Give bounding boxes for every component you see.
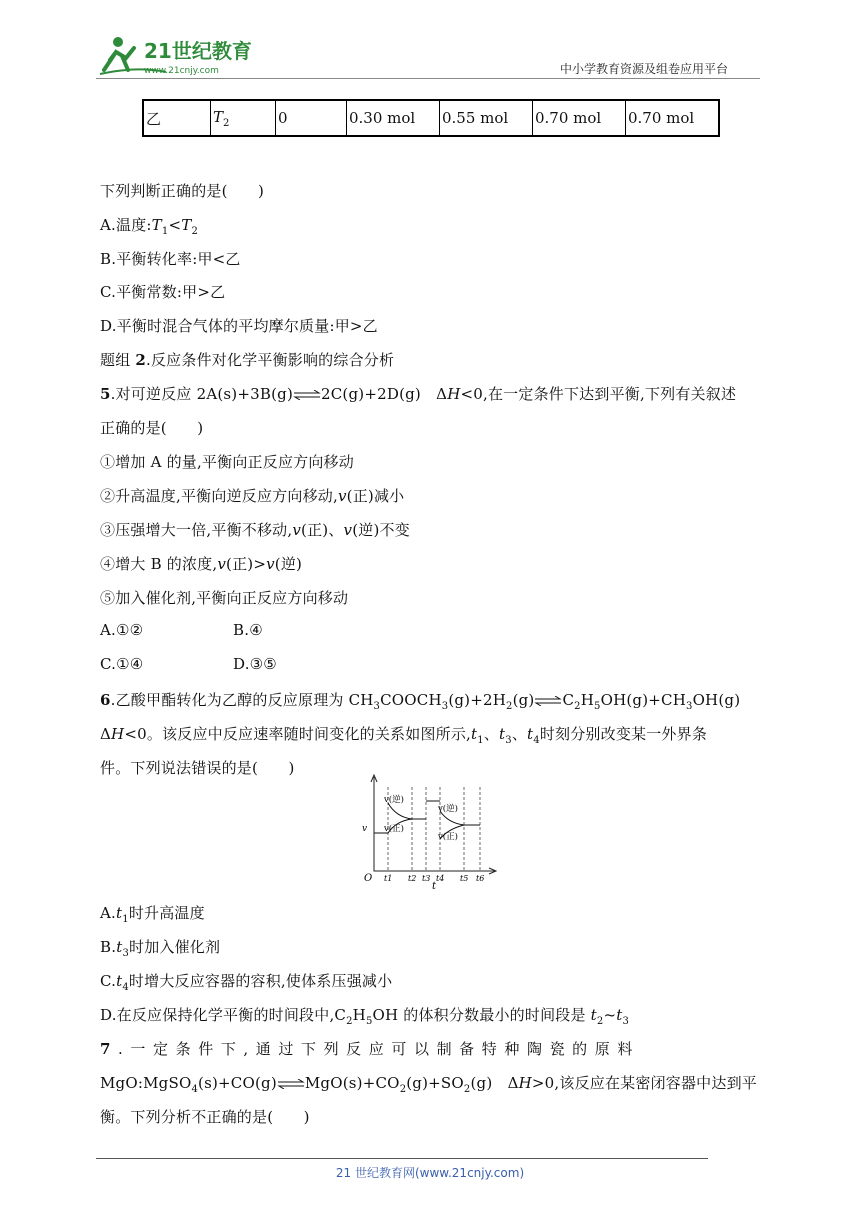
table-cell: 0: [276, 100, 347, 136]
statement-4: ④增大 B 的浓度,v(正)>v(逆): [100, 555, 303, 573]
tick-label: t3: [422, 874, 431, 883]
equilibrium-arrow-icon: [293, 390, 321, 400]
option-c: C.①④: [100, 655, 144, 673]
footer-link[interactable]: 21 世纪教育网(www.21cnjy.com): [335, 1166, 525, 1180]
option-c: $C.t_4$时增大反应容器的容积,使体系压强减小: [100, 972, 393, 993]
option-a: A.温度$:T_1<T_2$: [100, 216, 198, 237]
equilibrium-arrow-icon: [534, 696, 562, 706]
table-cell: 0.30 mol: [347, 100, 440, 136]
option-d: D.③⑤: [233, 655, 277, 673]
section-heading: 题组 2.反应条件对化学平衡影响的综合分析: [100, 351, 395, 369]
statement-2: ②升高温度,平衡向逆反应方向移动,v(正)减小: [100, 487, 405, 505]
logo-text: 21世纪教育: [144, 39, 252, 63]
y-axis-label: v: [362, 824, 368, 834]
tick-label: t2: [408, 874, 417, 883]
rate-time-graph: [358, 773, 502, 891]
question-prompt: 下列判断正确的是( ): [100, 182, 265, 200]
x-axis-label: t: [432, 881, 437, 891]
tick-label: t6: [476, 874, 485, 883]
table-cell: 0.55 mol: [440, 100, 533, 136]
logo-url: www.21cnjy.com: [144, 66, 219, 76]
statement-5: ⑤加入催化剂,平衡向正反应方向移动: [100, 589, 349, 607]
table-cell: 0.70 mol: [533, 100, 626, 136]
question-6-line-2: ΔH<0。该反应中反应速率随时间变化的关系如图所示$,t_1$、$t_3$、$t_4$时刻分别改变某一外界条: [100, 725, 708, 746]
header-divider: [96, 78, 760, 79]
tick-label: t5: [460, 874, 469, 883]
series-label: v(正): [438, 832, 458, 842]
question-7-line-2: MgO:MgSO$_4$(s)+CO(g) $MgO(s)+CO_2(g)+SO_2(g)$ ΔH>0,该反应在某密闭容器中达到平: [100, 1074, 757, 1095]
question-6-line-1: 6.乙酸甲酯转化为乙醇的反应原理为 $CH_3COOCH_3(g)+2H_2(g)$ $C_2H_5OH(g)+CH_3OH(g)$: [100, 691, 741, 712]
origin-label: O: [364, 873, 373, 884]
series-label: v(正): [384, 824, 404, 834]
data-table: [142, 99, 720, 137]
option-c: C.平衡常数:甲>乙: [100, 283, 226, 301]
footer-divider: [96, 1158, 708, 1159]
question-5-line-2: 正确的是( ): [100, 419, 204, 437]
equilibrium-arrow-icon: [277, 1079, 305, 1089]
option-d: D.在反应保持化学平衡的时间段中$,C_2H_5OH$ 的体积分数最小的时间段是 $t_2\sim t_3$: [100, 1006, 630, 1027]
option-a: $A.t_1$时升高温度: [100, 904, 205, 925]
header-platform-text: 中小学教育资源及组卷应用平台: [560, 62, 729, 76]
option-b: B.平衡转化率:甲<乙: [100, 250, 241, 268]
question-5-line-1: 5.对可逆反应 2A(s)+3B(g) 2C(g)+2D(g) ΔH<0,在一定条件下达到平衡,下列有关叙述: [100, 385, 737, 403]
question-6-line-3: 件。下列说法错误的是( ): [100, 759, 295, 777]
statement-1: ①增加 A 的量,平衡向正反应方向移动: [100, 453, 354, 471]
option-b: B.④: [233, 621, 263, 639]
site-logo: [96, 30, 266, 80]
question-7-line-1: 7.一定条件下,通过下列反应可以制备特种陶瓷的原料: [100, 1040, 640, 1058]
table-cell: 乙: [143, 100, 211, 136]
table-cell: $T_2$: [211, 100, 276, 136]
table-row: [143, 100, 719, 136]
option-d: D.平衡时混合气体的平均摩尔质量:甲>乙: [100, 317, 378, 335]
question-7-line-3: 衡。下列分析不正确的是( ): [100, 1108, 310, 1126]
statement-3: ③压强增大一倍,平衡不移动,v(正)、v(逆)不变: [100, 521, 410, 539]
option-b: $B.t_3$时加入催化剂: [100, 938, 221, 959]
tick-label: t1: [384, 874, 393, 883]
series-label: v(逆): [384, 795, 404, 805]
series-label: v(逆): [438, 804, 458, 814]
tick-label: t4: [436, 874, 445, 883]
option-a: A.①②: [100, 621, 144, 639]
table-cell: 0.70 mol: [626, 100, 720, 136]
